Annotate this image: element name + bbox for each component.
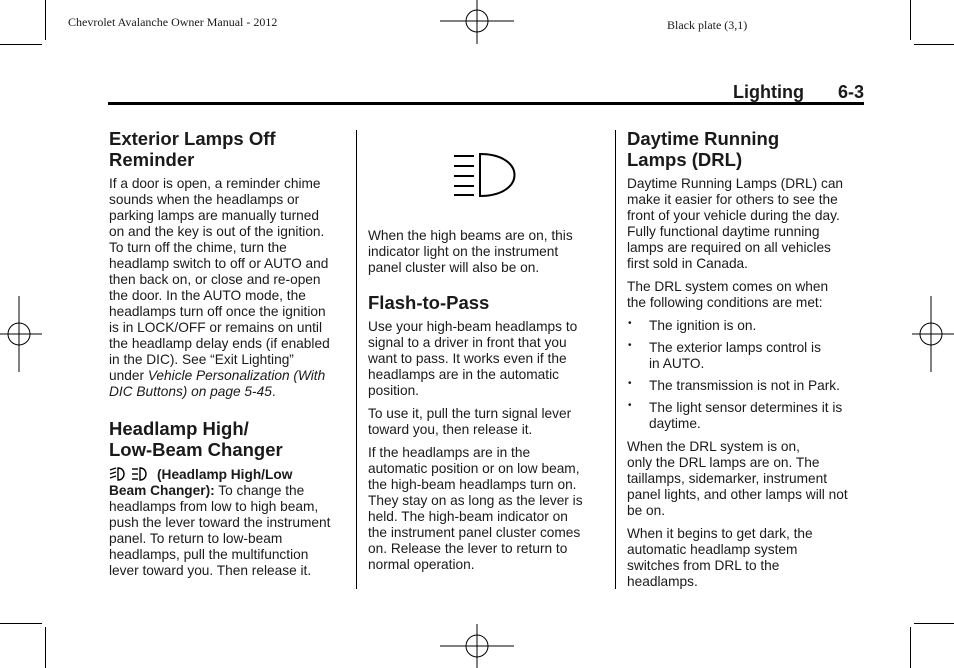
paragraph-high-beam-indicator: When the high beams are on, this indicator light on the instrument panel cluster will also be on. <box>368 228 573 275</box>
drl-conditions-list <box>627 318 865 432</box>
heading-daytime-running-lamps: Daytime Running Lamps (DRL) <box>627 128 780 170</box>
heading-headlamp-high-low-beam-changer: Headlamp High/ Low-Beam Changer <box>109 418 283 460</box>
registration-mark-top <box>440 0 514 44</box>
list-item: • The ignition is on. <box>627 318 865 334</box>
column-2 <box>368 228 606 580</box>
column-divider <box>356 130 357 589</box>
column-divider <box>615 130 616 589</box>
registration-mark-bottom <box>440 624 514 668</box>
registration-mark-right <box>912 296 954 372</box>
page-number: 6-3 <box>838 82 865 102</box>
column-1 <box>109 128 347 586</box>
heading-flash-to-pass: Flash-to-Pass <box>368 292 490 313</box>
header-rule <box>108 102 864 105</box>
manual-title: Chevrolet Avalanche Owner Manual - 2012 <box>68 15 278 29</box>
paragraph-drl-conditions: The DRL system comes on when the following conditions are met: <box>627 279 829 310</box>
paragraph-beam-changer: (Headlamp High/Low Beam Changer): To change the headlamps from low to high beam, push the lever toward the instrument panel. To return to low-beam headlamps, pull the multifunction lever toward you. Then release it. <box>109 467 331 578</box>
list-item: • The light sensor determines it is daytime. <box>627 400 865 432</box>
column-3 <box>627 128 865 597</box>
section-title: Lighting <box>733 82 804 102</box>
paragraph-reminder: If a door is open, a reminder chime sounds when the headlamps or parking lamps are manually turned on and the key is out of the ignition. To turn off the chime, turn the headlamp switch to off or AUTO and then back on, or close and re-open the door. In the AUTO mode, the headlamps turn off once the ignition is in LOCK/OFF or remains on until the headlamp delay ends (if enabled in the DIC). See “Exit Lighting” under Vehicle Personalization (With DIC Buttons) on page 5-45. <box>109 176 330 399</box>
paragraph-flash-to-pass: Use your high-beam headlamps to signal to a driver in front that you want to pass. It works even if the headlamps are in the automatic position. <box>368 319 578 398</box>
paragraph-use-flash-to-pass: To use it, pull the turn signal lever toward you, then release it. <box>368 406 572 437</box>
paragraph-drl-intro: Daytime Running Lamps (DRL) can make it easier for others to see the front of your vehicle during the day. Fully functional daytime running lamps are required on all vehicles first sold in Canada. <box>627 176 844 271</box>
cross-reference: Vehicle Personalization (With <box>147 368 326 383</box>
list-item: • The transmission is not in Park. <box>627 378 865 394</box>
high-beam-indicator-icon <box>452 152 520 198</box>
cross-reference: DIC Buttons) on page 5-45 <box>109 384 272 399</box>
plate-label: Black plate (3,1) <box>667 18 748 32</box>
paragraph-flash-operation: If the headlamps are in the automatic position or on low beam, the high-beam headlamps turn on. They stay on as long as the lever is held. The high-beam indicator on the instrument panel cluster comes on. Release the lever to return to normal operation. <box>368 445 583 572</box>
list-item: • The exterior lamps control is in AUTO. <box>627 340 865 372</box>
high-low-beam-icon <box>109 466 151 482</box>
paragraph-drl-on: When the DRL system is on, only the DRL lamps are on. The taillamps, sidemarker, instrument panel lights, and other lamps will not be on. <box>627 439 848 518</box>
registration-mark-left <box>0 296 42 372</box>
heading-exterior-lamps-off-reminder: Exterior Lamps Off Reminder <box>109 128 276 170</box>
paragraph-drl-dark: When it begins to get dark, the automatic headlamp system switches from DRL to the headlamps. <box>627 526 813 589</box>
